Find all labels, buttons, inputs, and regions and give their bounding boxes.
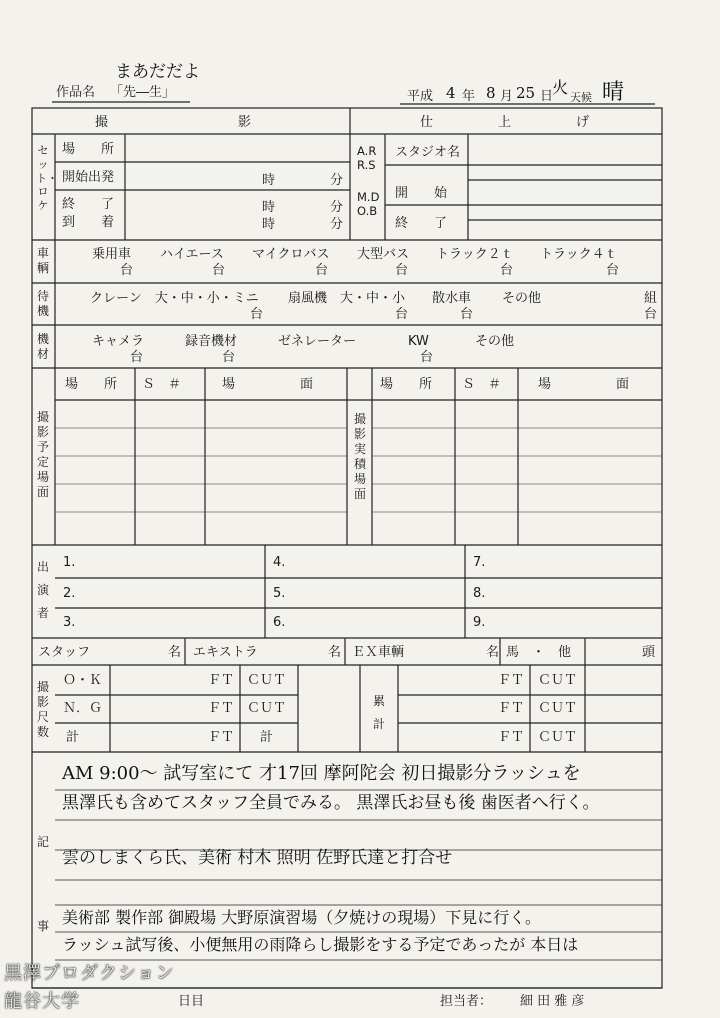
cast-slot: 4. [273, 555, 286, 570]
day-count-unit: 日目 [178, 994, 205, 1009]
ft-unit: ＦＴ [498, 701, 525, 716]
start-departure-label: 開始出発 [62, 170, 115, 185]
set-unit-label: 組 [644, 291, 658, 306]
end-label: 終 了 [62, 197, 115, 212]
person-in-charge-label: 担当者： [440, 994, 493, 1009]
day-unit: 日 [540, 89, 554, 104]
unit-label: 台 [222, 350, 236, 365]
studio-name-label: スタジオ名 [395, 145, 461, 160]
total-label: 計 [66, 730, 80, 745]
unit-label: 台 [500, 263, 514, 278]
watermark-line: 黒澤プロダクション [4, 963, 175, 984]
hour-unit: 時 [262, 200, 276, 215]
horse-etc-label: 馬 ・ 他 [506, 645, 572, 660]
weekday-value: 火 [552, 78, 569, 97]
film-length-label: 撮影尺数 [36, 680, 49, 739]
unit-label: 台 [250, 307, 264, 322]
equipment-label: 機材 [36, 332, 49, 361]
watermark-line: 龍谷大学 [4, 991, 80, 1012]
set-loc-label: セット・ロケ [36, 144, 58, 212]
era-label: 平成 [407, 89, 434, 104]
hour-unit: 時 [262, 173, 276, 188]
unit-label: 台 [395, 307, 409, 322]
standby-fan: 扇風機 大・中・小 [288, 291, 406, 306]
ft-unit: ＦＴ [498, 673, 525, 688]
cast-slot: 9. [473, 615, 486, 630]
unit-label: 台 [212, 263, 226, 278]
notes-line: ラッシュ試写後、小便無用の雨降らし撮影をする予定であったが 本日は [62, 935, 579, 954]
vehicle-hiace: ハイエース [160, 247, 224, 262]
minute-unit: 分 [330, 173, 344, 188]
notes-label: 記事 [36, 835, 49, 933]
cast-slot: 1. [63, 555, 76, 570]
weather-value: 晴 [602, 80, 625, 105]
finishing-heading: 仕 上 げ [420, 115, 590, 130]
cut-label: ＣＵＴ [538, 673, 578, 688]
ft-unit: ＦＴ [498, 730, 525, 745]
unit-label: 台 [130, 350, 144, 365]
cut-label: ＣＵＴ [538, 730, 578, 745]
vehicle-truck-4t: トラック４ｔ [540, 247, 618, 262]
standby-sprinkler: 散水車 [432, 291, 472, 306]
arrival-label: 到 着 [62, 215, 115, 230]
year-unit: 年 [462, 89, 476, 104]
notes-line: 黒澤氏も含めてスタッフ全員でみる。 黒澤氏お昼も後 歯医者へ行く。 [62, 793, 600, 813]
cumulative-label: 累計 [372, 694, 385, 731]
cast-slot: 3. [63, 615, 76, 630]
cast-label: 出演者 [36, 560, 49, 620]
equipment-sound: 録音機材 [185, 334, 238, 349]
md-ob-label: M.D O.B [357, 190, 380, 219]
ar-rs-label: A.R R.S [357, 144, 377, 173]
unit-label: 台 [460, 307, 474, 322]
scene-place-header: 場 所 [380, 377, 433, 392]
standby-other: その他 [502, 291, 542, 306]
planned-scenes-label: 撮影予定場面 [36, 410, 49, 499]
work-name-value: 「先―生」 [110, 85, 176, 100]
cast-slot: 7. [473, 555, 486, 570]
year-value: 4 [446, 84, 456, 102]
minute-unit: 分 [330, 200, 344, 215]
extra-label: エキストラ [193, 645, 258, 660]
scene-number-header: Ｓ ＃ [462, 377, 502, 392]
scene-place-header: 場 所 [65, 377, 118, 392]
vehicle-car: 乗用車 [92, 247, 132, 262]
total-label: 計 [260, 730, 274, 745]
cast-slot: 2. [63, 586, 76, 601]
ft-unit: ＦＴ [208, 701, 235, 716]
unit-label: 台 [395, 263, 409, 278]
name-unit: 名 [328, 645, 342, 660]
name-unit: 名 [168, 645, 182, 660]
vehicle-bus: 大型バス [357, 247, 410, 262]
equipment-camera: キャメラ [92, 334, 145, 349]
ok-label: Ｏ・Ｋ [63, 673, 103, 688]
actual-scenes-label: 撮影実積場面 [353, 412, 366, 501]
unit-label: 台 [644, 307, 658, 322]
day-value: 25 [516, 84, 536, 102]
notes-line: AM 9:00〜 試写室にて 才17回 摩阿陀会 初日撮影分ラッシュを [62, 763, 581, 784]
notes-line: 雲のしまくら氏、美術 村木 照明 佐野氏達と打合せ [62, 848, 453, 868]
cut-label: ＣＵＴ [247, 701, 287, 716]
standby-crane: クレーン 大・中・小・ミニ [90, 291, 259, 306]
vehicles-label: 車輌 [36, 246, 49, 275]
place-label: 場 所 [62, 142, 115, 157]
scene-header: 場 面 [538, 377, 630, 392]
person-in-charge-name: 細 田 雅 彦 [520, 994, 585, 1009]
equipment-other: その他 [475, 334, 515, 349]
equipment-generator: ゼネレーター [278, 334, 357, 349]
staff-label: スタッフ [38, 645, 91, 660]
finish-label: 終 了 [395, 216, 448, 231]
month-unit: 月 [500, 89, 514, 104]
cast-slot: 6. [273, 615, 286, 630]
equipment-kw: KW [408, 334, 429, 349]
work-name-label: 作品名 [56, 85, 96, 100]
notes-line: 美術部 製作部 御殿場 大野原演習場（夕焼けの現場）下見に行く。 [62, 908, 541, 927]
weather-label: 天候 [570, 91, 592, 104]
unit-label: 台 [606, 263, 620, 278]
minute-unit: 分 [330, 217, 344, 232]
vehicle-truck-2t: トラック２ｔ [436, 247, 514, 262]
ng-label: Ｎ．Ｇ [63, 701, 103, 716]
cast-slot: 8. [473, 586, 486, 601]
hour-unit: 時 [262, 217, 276, 232]
ft-unit: ＦＴ [208, 673, 235, 688]
cast-slot: 5. [273, 586, 286, 601]
scene-number-header: Ｓ ＃ [142, 377, 182, 392]
unit-label: 台 [420, 350, 434, 365]
start-label: 開 始 [395, 186, 448, 201]
cut-label: ＣＵＴ [247, 673, 287, 688]
standby-label: 待機 [36, 289, 49, 318]
ft-unit: ＦＴ [208, 730, 235, 745]
unit-label: 台 [315, 263, 329, 278]
cut-label: ＣＵＴ [538, 701, 578, 716]
head-unit: 頭 [642, 645, 656, 660]
vehicle-microbus: マイクロバス [252, 247, 330, 262]
ex-vehicle-label: ＥＸ車輌 [352, 645, 405, 660]
handwritten-title: まあだだよ [115, 62, 200, 82]
name-unit: 名 [486, 645, 500, 660]
unit-label: 台 [120, 263, 134, 278]
shooting-heading: 撮 影 [95, 115, 252, 130]
month-value: 8 [486, 84, 496, 102]
scene-header: 場 面 [222, 377, 314, 392]
